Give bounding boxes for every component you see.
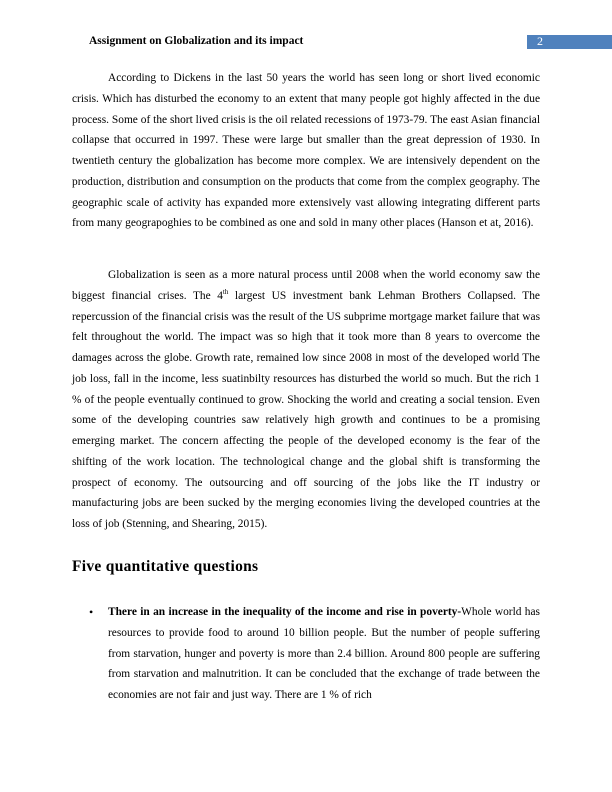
paragraph-1: According to Dickens in the last 50 years the world has seen long or short lived economic crisis. Which has disturbed the economy to an extent that many people got highly affected in the due process. Some of the short lived crisis is the oil related recessions of 1973-79. The east Asian financial collapse that occurred in 1997. These were large but smaller than the great depression of 1930. In twentieth century the globalization has become more complex. We are intensively dependent on the production, distribution and consumption on the products that come from the complex geography. The geographic scale of activity has expanded more extensively vast allowing integrating different parts from many geograpoghies to be combined as one and sold in many other places (Hanson et at, 2016). — [72, 72, 540, 230]
bullet-item-1 — [108, 602, 540, 706]
bullet-marker: • — [89, 605, 94, 619]
bullet-item-1-text: Whole world has resources to provide food to around 10 billion people. But the number of people suffering from starvation, hunger and poverty is more than 2.4 billion. Around 800 people are suffering from starvation and malnutrition. It can be concluded that the exchange of trade between the economies are not fair and just way. There are 1 % of rich — [108, 606, 540, 701]
header-title: Assignment on Globalization and its impact — [89, 35, 304, 47]
paragraph-2-rest: largest US investment bank Lehman Brothers Collapsed. The repercussion of the financial crisis was the result of the US subprime mortgage market failure that was felt throughout the world. The impact was so high that it took more than 8 years to overcome the damages across the globe. Growth rate, remained low since 2008 in most of the developed world The job loss, fall in the income, less suatinbilty resources has disturbed the world so much. But the rich 1 % of the people eventually continued to grow. Shocking the world and creating a social tension. Even some of the developing countries saw relatively high growth and continues to be a promising emerging market. The concern affecting the people of the developed economy is the fear of the shifting of the work location. The technological change and the global shift is transforming the prospect of economy. The outsourcing and off sourcing of the jobs like the IT industry or manufacturing jobs are been sucked by the merging economies living the developed countries at the loss of job (Stenning, and Shearing, 2015). — [72, 289, 540, 530]
page-number-box — [527, 35, 612, 49]
section-heading: Five quantitative questions — [72, 558, 259, 575]
page-number: 2 — [537, 34, 543, 48]
paragraph-2-start: Globalization is seen as a more natural process until 2008 when the world economy saw the biggest financial crises. The 4 — [72, 269, 540, 302]
ordinal-superscript: th — [222, 287, 229, 296]
paragraph-2 — [72, 265, 540, 535]
bullet-item-1-lead: There in an increase in the inequality of the income and rise in poverty- — [108, 606, 462, 618]
